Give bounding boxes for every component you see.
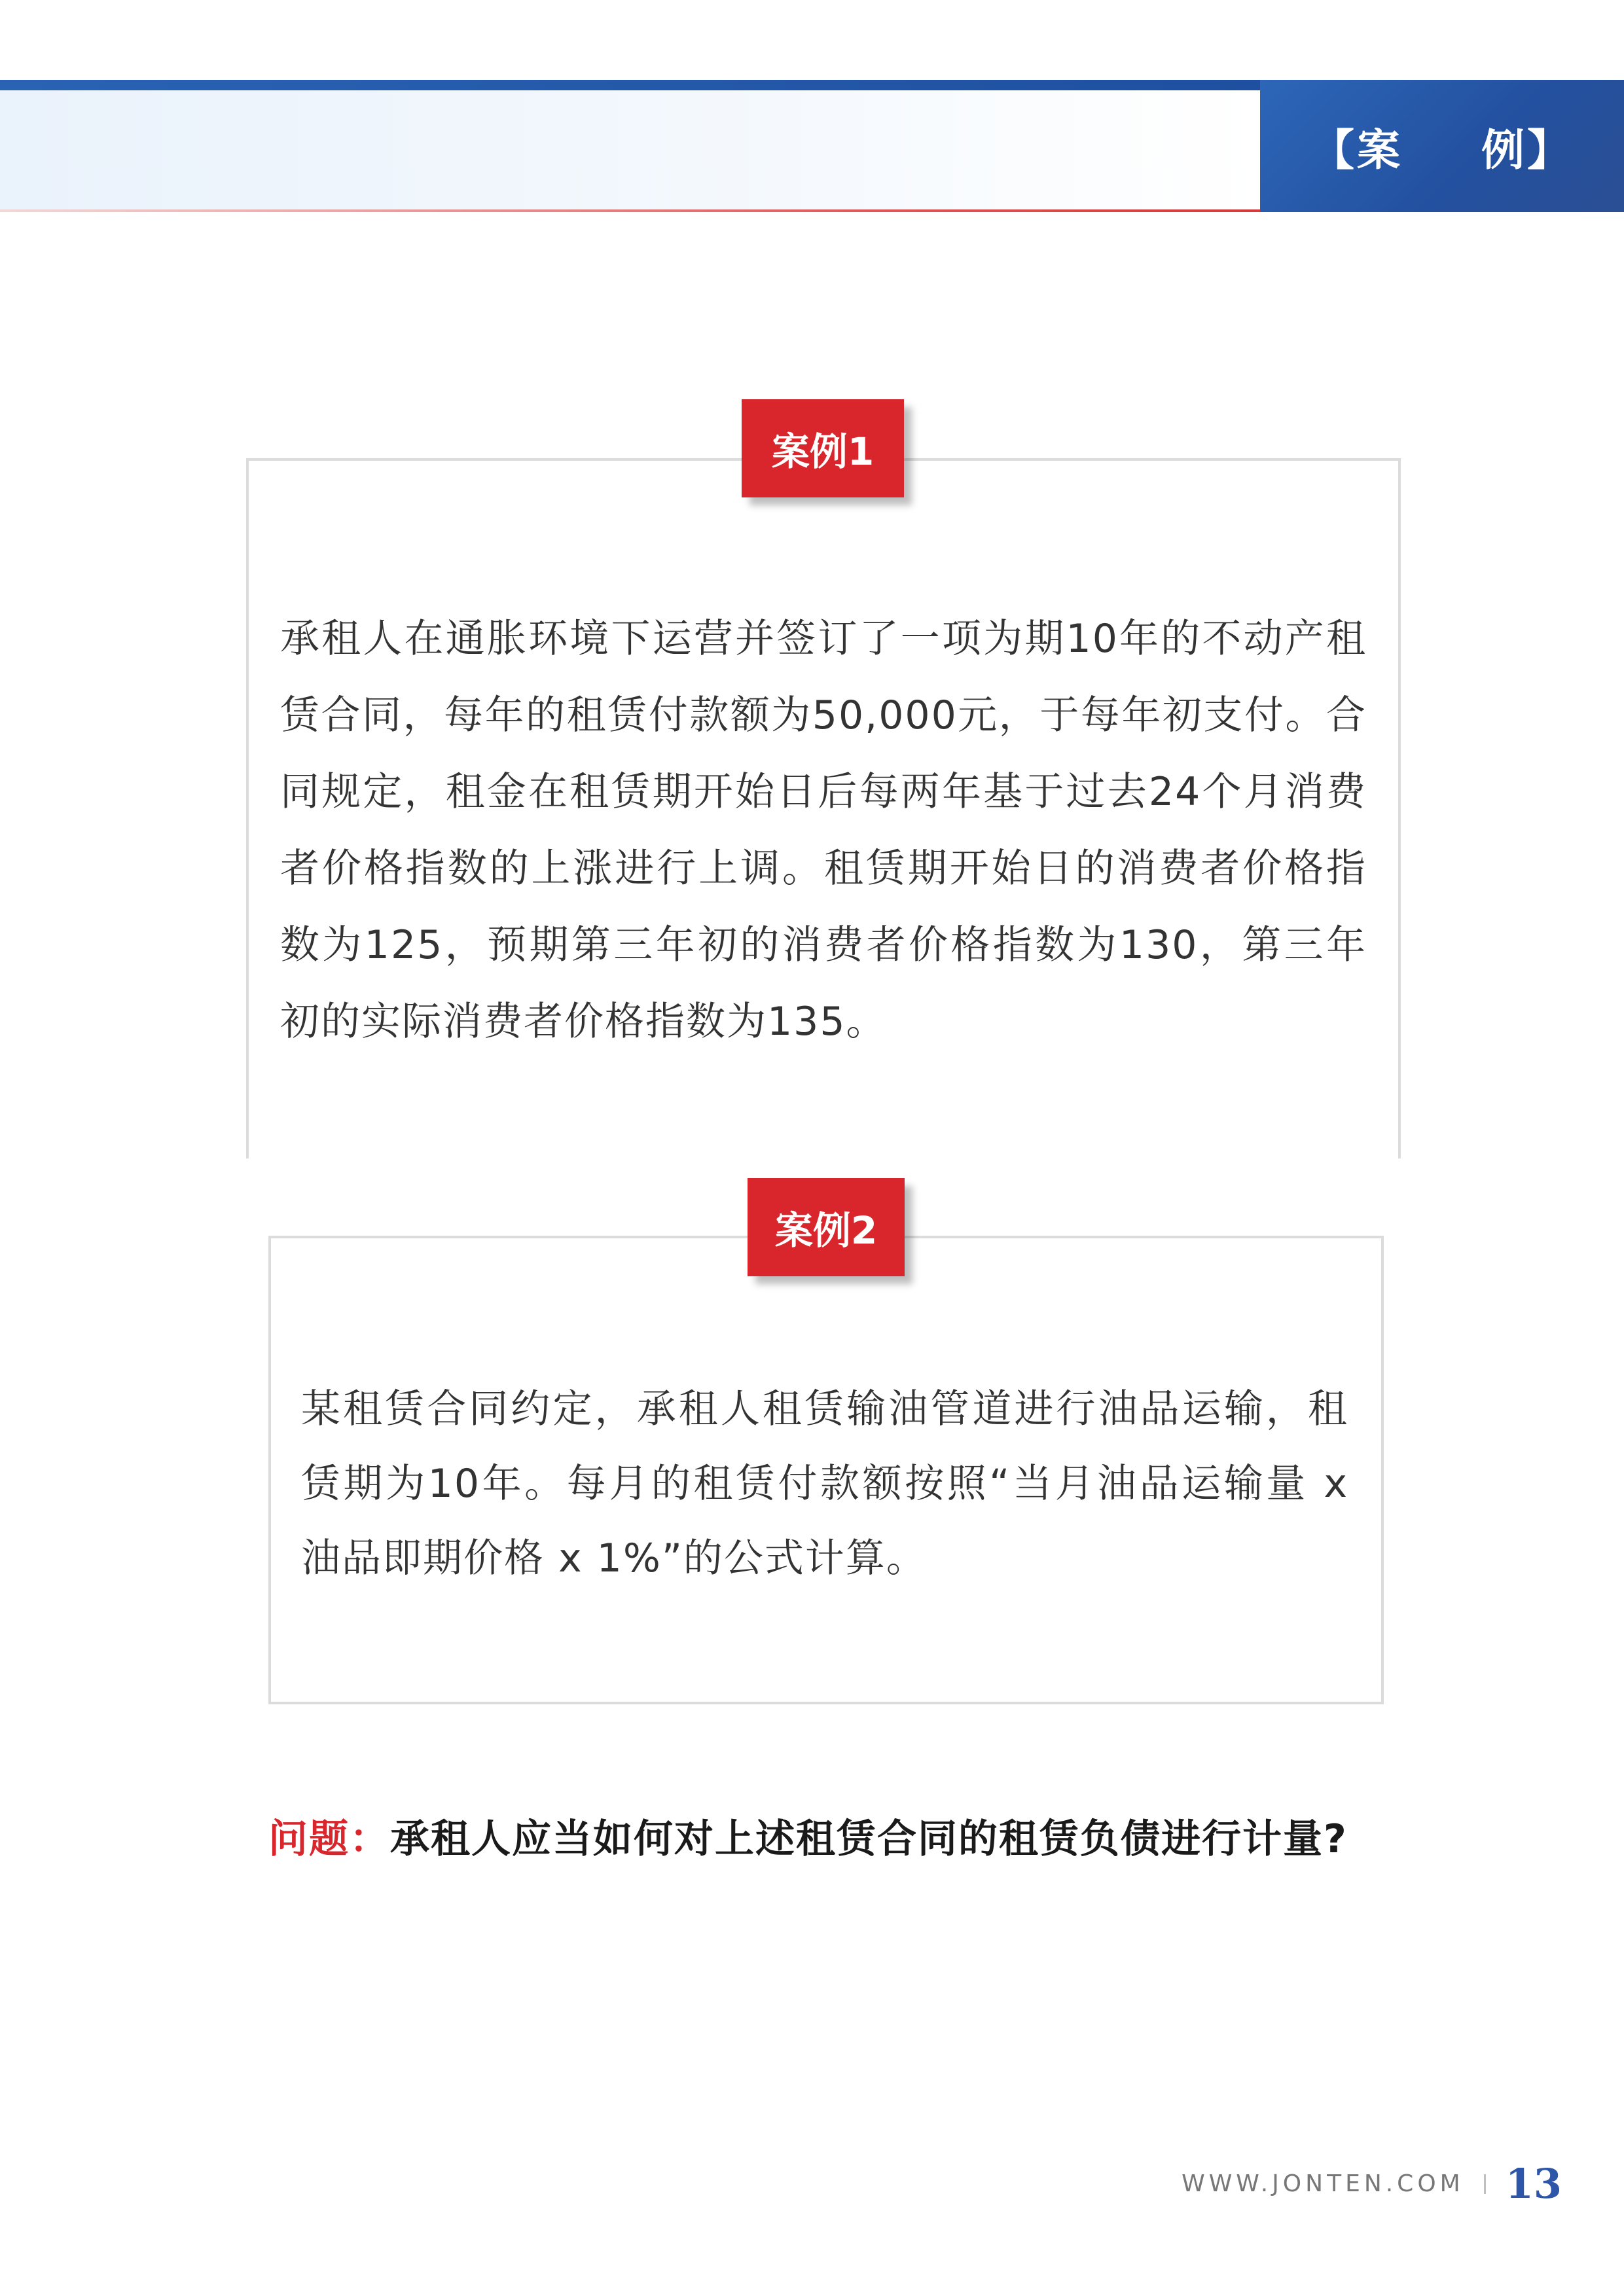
case1-text: 承租人在通胀环境下运营并签订了一项为期10年的不动产租赁合同，每年的租赁付款额为50,000元，于每年初支付。合同规定，租金在租赁期开始日后每两年基于过去24个月消费者价格指数的上涨进行上调。租赁期开始日的消费者价格指数为125，预期第三年初的消费者价格指数为130，第三年初的实际消费者价格指数为135。 (280, 616, 1367, 1045)
footer-separator (1484, 2174, 1486, 2194)
footer-url[interactable]: WWW.JONTEN.COM (1182, 2170, 1464, 2197)
case1-tag: 案例1 (742, 399, 904, 497)
footer (1182, 2160, 1562, 2208)
header-top-line (0, 80, 1260, 90)
question-label: 问题： (268, 1816, 390, 1862)
header-band (0, 80, 1260, 212)
case2-tag: 案例2 (748, 1178, 905, 1276)
section-tab-label (1311, 115, 1573, 177)
page-number: 13 (1505, 2160, 1562, 2208)
section-tab-label-right: 例】 (1481, 124, 1573, 175)
question (268, 1800, 1394, 1878)
question-text: 承租人应当如何对上述租赁合同的租赁负债进行计量? (390, 1816, 1348, 1862)
section-tab (1260, 80, 1624, 212)
section-tab-label-left: 【案 (1311, 124, 1403, 175)
header-bottom-line (0, 209, 1260, 212)
case2-text: 某租赁合同约定，承租人租赁输油管道进行油品运输，租赁期为10年。每月的租赁付款额按照“当月油品运输量 x 油品即期价格 x 1%”的公式计算。 (301, 1386, 1348, 1581)
